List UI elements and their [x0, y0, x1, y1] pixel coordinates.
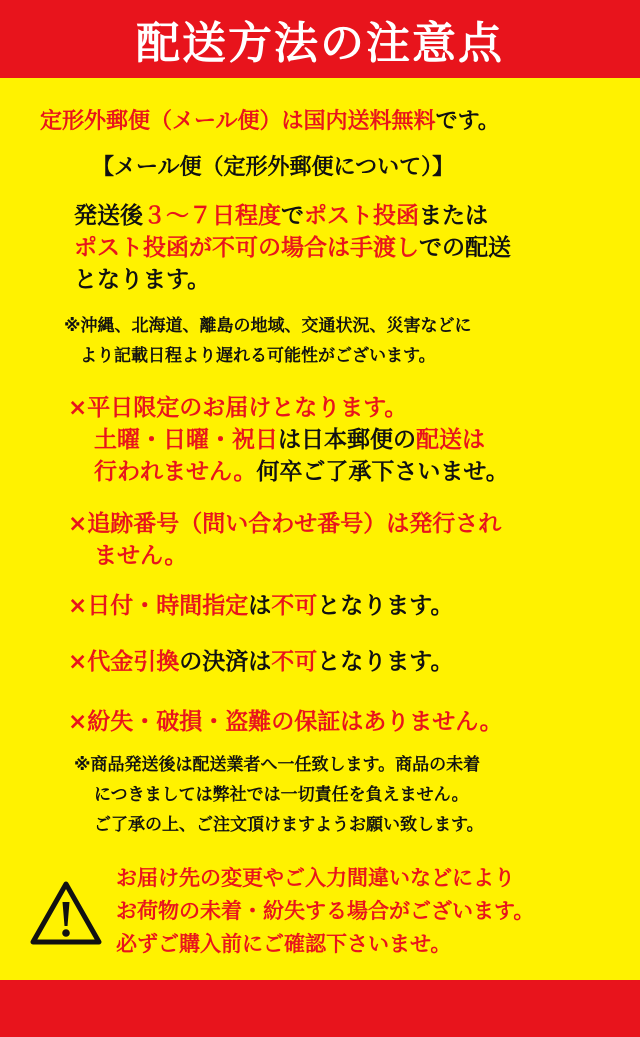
weekday-line-2: [94, 421, 485, 454]
weekday-line-1: ×平日限定のお届けとなります。: [68, 395, 408, 421]
datetime-text: ×日付・時間指定: [68, 593, 249, 619]
delivery-line-3: となります。: [74, 267, 211, 293]
free-shipping-notice: [40, 104, 500, 135]
liability-note-line-3: ご了承の上、ご注文頂けますようお願い致します。: [94, 815, 484, 835]
tracking-line-2: ません。: [94, 543, 188, 569]
delay-note-line-1: ※沖縄、北海道、離島の地域、交通状況、災害などに: [64, 316, 472, 336]
delivery-text: または: [419, 203, 488, 229]
apology-text: 何卒ご了承下さいませ。: [256, 459, 509, 485]
title-banner: [0, 0, 640, 78]
warning-line-3: 必ずご購入前にご確認下さいませ。: [116, 932, 452, 956]
delivery-text: 発送後: [74, 203, 143, 229]
warning-line-2: お荷物の未着・紛失する場合がございます。: [116, 899, 535, 923]
cod-line: [68, 643, 453, 676]
delivery-handover: ポスト投函が不可の場合は手渡し: [74, 235, 419, 261]
free-shipping-suffix: です。: [435, 109, 500, 134]
weekday-text: は日本郵便の: [278, 427, 416, 453]
datetime-text: となります。: [317, 593, 454, 619]
cod-text: ×代金引換: [68, 649, 180, 675]
delivery-line-1: [74, 197, 488, 230]
delivery-days: ３～７日程度: [143, 203, 281, 229]
weekday-text: は: [462, 427, 485, 453]
delivery-post: ポスト投函: [304, 203, 419, 229]
liability-note-line-1: ※商品発送後は配送業者へ一任致します。商品の未着: [74, 755, 481, 775]
not-allowed-text: 不可: [271, 649, 318, 675]
not-delivered-text: 行われません。: [94, 459, 257, 485]
loss-line: ×紛失・破損・盗難の保証はありません。: [68, 709, 503, 735]
footer-bar: [0, 980, 640, 1037]
section-title: 【メール便（定形外郵便について）】: [92, 155, 455, 180]
datetime-line: [68, 587, 453, 620]
free-shipping-text: 定形外郵便（メール便）は国内送料無料: [40, 109, 436, 134]
datetime-text: は: [248, 593, 272, 619]
cod-text: の決済は: [179, 649, 272, 675]
liability-note-line-2: につきましては弊社では一切責任を負えません。: [94, 785, 469, 805]
tracking-line-1: ×追跡番号（問い合わせ番号）は発行され: [68, 511, 502, 537]
warning-triangle-icon: [30, 880, 102, 946]
delivery-line-2: [74, 229, 511, 262]
delivery-text: で: [281, 203, 304, 229]
weekday-line-3: [94, 453, 509, 486]
delivery-word: 配送: [416, 427, 462, 453]
delay-note-line-2: より記載日程より遅れる可能性がございます。: [80, 346, 436, 366]
warning-line-1: お届け先の変更やご入力間違いなどにより: [116, 866, 515, 890]
delivery-text: での配送: [419, 235, 511, 261]
cod-text: となります。: [317, 649, 454, 675]
weekend-text: 土曜・日曜・祝日: [94, 427, 278, 453]
page-title: 配送方法の注意点: [136, 18, 504, 69]
not-allowed-text: 不可: [271, 593, 318, 619]
